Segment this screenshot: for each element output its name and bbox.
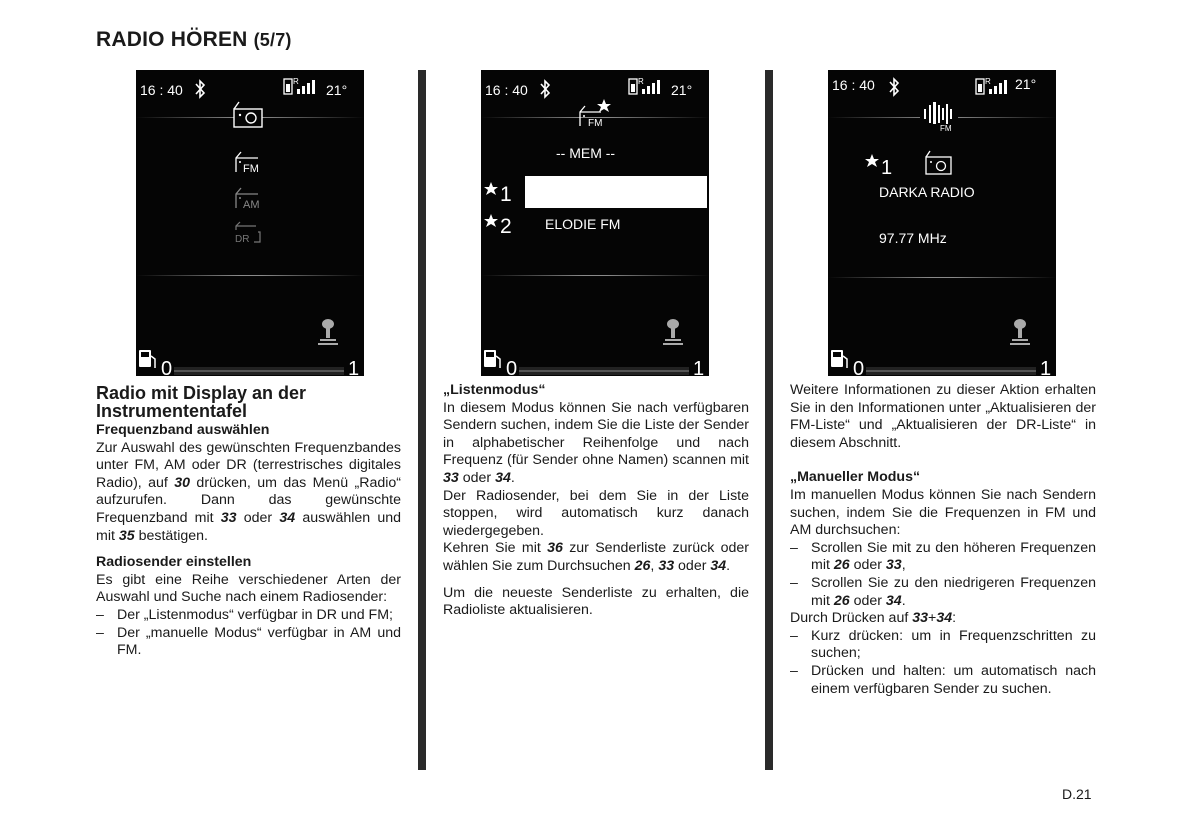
list-item: – Scrollen Sie zu den niedrigeren Frequenzen mit 26 oder 34. <box>790 575 1096 610</box>
gear-lever-icon <box>316 318 340 348</box>
station-name: DARKA RADIO <box>879 184 975 200</box>
phone-battery-signal-icon <box>628 76 664 96</box>
svg-text:R: R <box>985 77 991 86</box>
paragraph: Durch Drücken auf 33+34: <box>790 610 957 627</box>
subheading: „Manueller Modus“ <box>790 469 921 486</box>
gear-lever-icon <box>661 318 685 348</box>
clock-text: 16 : 40 <box>485 82 528 98</box>
page-number: D.21 <box>1062 786 1092 802</box>
divider-line <box>481 275 709 276</box>
bluetooth-icon <box>194 78 206 100</box>
svg-text:R: R <box>638 77 644 86</box>
divider-line <box>136 275 364 276</box>
clock-text: 16 : 40 <box>140 82 183 98</box>
list-item: – Scrollen Sie mit zu den höheren Frequenzen mit 26 oder 33, <box>790 540 1096 575</box>
frequency-text: 97.77 MHz <box>879 230 947 246</box>
radio-am-icon <box>234 186 264 210</box>
title-part: (5/7) <box>253 30 292 50</box>
paragraph: Zur Auswahl des gewünschten Frequenzbandes unter FM, AM oder DR (terrestrisches digitales Radio), auf 30 drücken, um das Menü „Radio“ aufzurufen. Dann das gewünschte Frequenzband mit 33 oder 34 auswählen und mit 35 bestätigen. <box>96 439 402 544</box>
page-title <box>96 28 292 52</box>
subheading: Radiosender einstellen <box>96 554 252 571</box>
radio-icon <box>924 150 954 176</box>
subheading: „Listenmodus“ <box>443 382 546 398</box>
fuel-gauge <box>481 346 709 376</box>
column-divider <box>765 70 773 770</box>
svg-text:FM: FM <box>243 163 259 174</box>
temperature-text: 21° <box>326 82 348 98</box>
svg-text:2: 2 <box>500 215 512 236</box>
svg-text:AM: AM <box>243 199 260 210</box>
fuel-gauge <box>828 346 1056 376</box>
paragraph: In diesem Modus können Sie nach verfügbaren Sendern suchen, indem Sie die Liste der Sender in alphabetischer Reihenfolge und nach Frequenz (für Sender ohne Namen) scannen mit 33 oder 34. <box>443 399 749 486</box>
column-divider <box>418 70 426 770</box>
subheading: Frequenzband auswählen <box>96 422 270 438</box>
paragraph: Kehren Sie mit 36 zur Senderliste zurück oder wählen Sie zum Durchsuchen 26, 33 oder 34. <box>443 540 750 574</box>
preset-row-2[interactable] <box>483 208 523 241</box>
station-name: ELODIE FM <box>545 216 621 232</box>
radio-dr-icon <box>234 220 264 244</box>
temperature-text: 21° <box>1015 76 1037 92</box>
radio-fm-icon <box>234 150 264 174</box>
preset-indicator <box>864 150 900 183</box>
list-item: – Kurz drücken: um in Frequenzschritten zu suchen; <box>790 628 1096 663</box>
band-item-fm[interactable] <box>234 150 264 179</box>
radio-icon <box>232 101 264 129</box>
list-item: – Der „manuelle Modus“ verfügbar in AM und FM. <box>96 625 401 660</box>
paragraph: Es gibt eine Reihe verschiedener Arten der Auswahl und Suche nach einem Radiosender: <box>96 571 401 606</box>
gear-lever-icon <box>1008 318 1032 348</box>
star-icon <box>483 176 523 204</box>
display-screen-list-mode <box>481 70 709 376</box>
display-screen-band-menu <box>136 70 364 376</box>
star-icon <box>483 208 523 236</box>
svg-text:R: R <box>293 77 299 86</box>
paragraph: Der Radiosender, bei dem Sie in der Liste stoppen, wird automatisch kurz danach wiedergegeben. <box>443 487 749 539</box>
band-item-am[interactable] <box>234 186 264 215</box>
preset-selected-highlight[interactable] <box>525 176 707 208</box>
fuel-gauge <box>136 346 364 376</box>
radio-fm-favorite-icon <box>577 98 613 128</box>
svg-text:1: 1 <box>348 358 360 376</box>
fm-band-indicator <box>920 100 958 132</box>
paragraph: Im manuellen Modus können Sie nach Sendern suchen, indem Sie die Frequenzen in FM und AM durchsuchen: <box>790 486 1096 539</box>
svg-text:FM: FM <box>940 124 952 132</box>
temperature-text: 21° <box>671 82 693 98</box>
column-3-text <box>790 382 1096 698</box>
svg-text:DR: DR <box>235 234 250 244</box>
phone-battery-signal-icon <box>975 76 1011 96</box>
phone-battery-signal-icon <box>283 76 319 96</box>
paragraph: Um die neueste Senderliste zu erhalten, die Radioliste aktualisieren. <box>443 584 749 619</box>
list-item: – Der „Listenmodus“ verfügbar in DR und FM; <box>96 607 401 625</box>
svg-text:1: 1 <box>1040 358 1052 376</box>
divider-line <box>828 277 1056 278</box>
star-icon <box>864 150 900 178</box>
preset-row-1[interactable] <box>483 176 523 209</box>
svg-text:1: 1 <box>500 183 512 204</box>
list-item: – Drücken und halten: um automatisch nach einem verfügbaren Sender zu suchen. <box>790 663 1096 698</box>
bluetooth-icon <box>539 78 551 100</box>
section-heading: Radio mit Display an der Instrumententafel <box>96 383 307 421</box>
clock-text: 16 : 40 <box>832 77 875 93</box>
svg-text:0: 0 <box>853 358 865 376</box>
column-1-text <box>96 384 401 660</box>
fm-signal-icon <box>920 100 958 132</box>
svg-text:1: 1 <box>881 157 893 178</box>
bluetooth-icon <box>888 76 900 98</box>
band-item-dr[interactable] <box>234 220 264 249</box>
svg-text:1: 1 <box>693 358 705 376</box>
column-2-text <box>443 382 749 620</box>
svg-text:0: 0 <box>506 358 518 376</box>
title-text: RADIO HÖREN <box>96 28 248 51</box>
paragraph: Weitere Informationen zu dieser Aktion erhalten Sie in den Informationen unter „Aktualisieren der FM-Liste“ und „Aktualisieren der DR-Liste“ in diesem Abschnitt. <box>790 382 1096 451</box>
display-screen-manual-mode <box>828 70 1056 376</box>
svg-text:FM: FM <box>588 118 603 128</box>
svg-text:0: 0 <box>161 358 173 376</box>
memory-title: -- MEM -- <box>556 145 616 161</box>
